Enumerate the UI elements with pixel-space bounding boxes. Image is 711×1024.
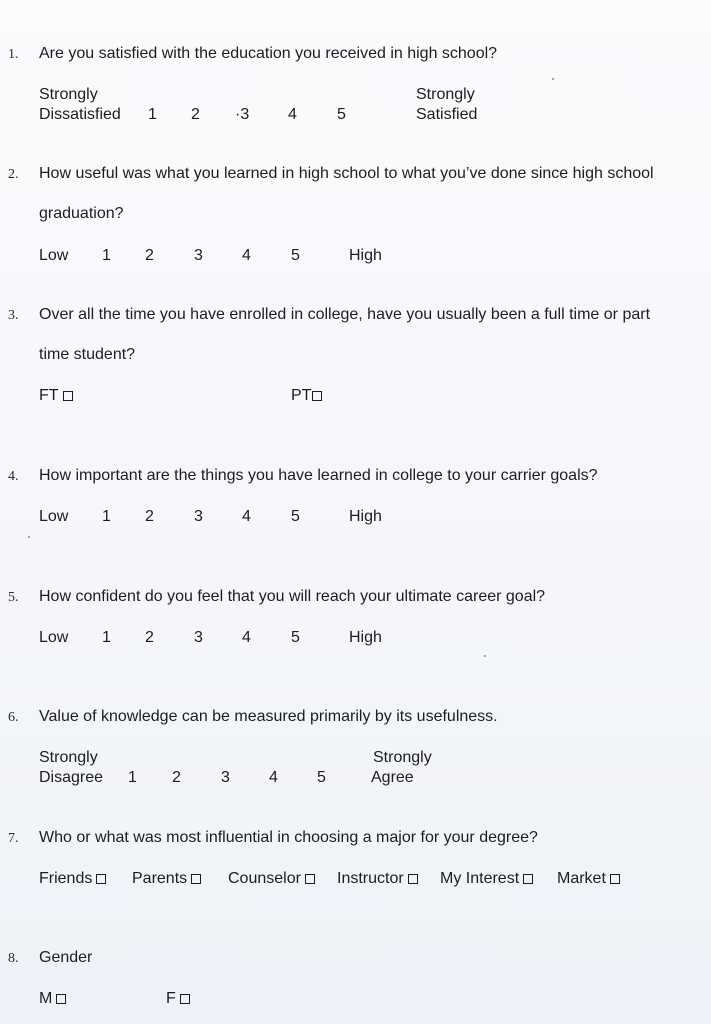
option-pt[interactable] — [291, 386, 322, 406]
option-label: Parents — [132, 870, 188, 887]
question-number: 7. — [8, 831, 19, 846]
question-text: Who or what was most influential in choosing a major for your degree? — [39, 829, 538, 846]
question-text: Are you satisfied with the education you received in high school? — [39, 45, 498, 62]
checkbox-icon[interactable] — [63, 391, 73, 401]
option-my-interest[interactable] — [440, 869, 533, 889]
question-number: 2. — [8, 167, 19, 182]
option-f[interactable] — [166, 989, 190, 1009]
checkbox-icon[interactable] — [610, 874, 620, 884]
scale-option-3[interactable]: ·3 — [235, 106, 250, 123]
scale-left-label: Low — [39, 247, 69, 264]
option-label: My Interest — [440, 870, 520, 887]
scale-option-2[interactable]: 2 — [191, 106, 200, 123]
question-text-line-1: Over all the time you have enrolled in college, have you usually been a full time or part — [39, 306, 651, 323]
scale-option-3[interactable]: 3 — [194, 629, 203, 646]
question-text-line-2: time student? — [39, 346, 136, 363]
option-counselor[interactable] — [228, 869, 315, 889]
checkbox-icon[interactable] — [312, 391, 322, 401]
scale-left-label-bottom: Dissatisfied — [39, 106, 121, 123]
scale-option-5[interactable]: 5 — [291, 247, 300, 264]
checkbox-icon[interactable] — [191, 874, 201, 884]
option-label: Instructor — [337, 870, 404, 887]
scale-option-2[interactable]: 2 — [172, 769, 181, 786]
checkbox-icon[interactable] — [56, 994, 66, 1004]
checkbox-icon[interactable] — [180, 994, 190, 1004]
option-market[interactable] — [557, 869, 620, 889]
option-m[interactable] — [39, 989, 66, 1009]
scale-option-2[interactable]: 2 — [145, 508, 154, 525]
option-label: FT — [39, 387, 59, 404]
scale-option-4[interactable]: 4 — [242, 508, 251, 525]
question-text-line-2: graduation? — [39, 205, 124, 222]
scale-option-1[interactable]: 1 — [102, 508, 111, 525]
scan-speck — [484, 655, 486, 657]
scale-right-label-top: Strongly — [373, 749, 432, 766]
scale-left-label-top: Strongly — [39, 86, 98, 103]
checkbox-icon[interactable] — [305, 874, 315, 884]
scale-option-1[interactable]: 1 — [128, 769, 137, 786]
scale-option-4[interactable]: 4 — [269, 769, 278, 786]
checkbox-icon[interactable] — [408, 874, 418, 884]
option-label: Market — [557, 870, 606, 887]
scale-right-label: High — [349, 247, 382, 264]
option-label: F — [166, 990, 176, 1007]
scale-option-1[interactable]: 1 — [102, 247, 111, 264]
scale-left-label-top: Strongly — [39, 749, 98, 766]
option-label: Friends — [39, 870, 93, 887]
scale-right-label-top: Strongly — [416, 86, 475, 103]
scale-option-2[interactable]: 2 — [145, 629, 154, 646]
scale-right-label-bottom: Agree — [371, 769, 414, 786]
question-text: Value of knowledge can be measured primarily by its usefulness. — [39, 708, 498, 725]
checkbox-icon[interactable] — [523, 874, 533, 884]
question-number: 1. — [8, 47, 19, 62]
question-number: 5. — [8, 590, 19, 605]
question-number: 3. — [8, 308, 19, 323]
scale-option-3[interactable]: 3 — [221, 769, 230, 786]
scale-option-4[interactable]: 4 — [242, 629, 251, 646]
scale-option-5[interactable]: 5 — [291, 508, 300, 525]
question-number: 4. — [8, 469, 19, 484]
question-number: 8. — [8, 951, 19, 966]
scale-option-4[interactable]: 4 — [288, 106, 297, 123]
scale-option-2[interactable]: 2 — [145, 247, 154, 264]
scan-speck — [552, 78, 554, 80]
scale-option-5[interactable]: 5 — [291, 629, 300, 646]
checkbox-icon[interactable] — [96, 874, 106, 884]
option-ft[interactable] — [39, 386, 73, 406]
option-label: PT — [291, 387, 312, 404]
scale-option-4[interactable]: 4 — [242, 247, 251, 264]
scale-right-label: High — [349, 629, 382, 646]
scan-speck — [28, 536, 30, 538]
scale-option-1[interactable]: 1 — [102, 629, 111, 646]
scale-option-3[interactable]: 3 — [194, 247, 203, 264]
option-label: Counselor — [228, 870, 301, 887]
scale-option-3[interactable]: 3 — [194, 508, 203, 525]
option-friends[interactable] — [39, 869, 106, 889]
option-label: M — [39, 990, 53, 1007]
question-text: How confident do you feel that you will reach your ultimate career goal? — [39, 588, 546, 605]
scale-left-label-bottom: Disagree — [39, 769, 104, 786]
question-text: Gender — [39, 949, 93, 966]
scale-right-label: High — [349, 508, 382, 525]
option-parents[interactable] — [132, 869, 201, 889]
question-number: 6. — [8, 710, 19, 725]
scale-option-5[interactable]: 5 — [337, 106, 346, 123]
question-text: How important are the things you have learned in college to your carrier goals? — [39, 467, 598, 484]
scale-option-1[interactable]: 1 — [148, 106, 157, 123]
scale-left-label: Low — [39, 629, 69, 646]
question-text-line-1: How useful was what you learned in high school to what you’ve done since high school — [39, 165, 654, 182]
scale-right-label-bottom: Satisfied — [416, 106, 478, 123]
scale-left-label: Low — [39, 508, 69, 525]
option-instructor[interactable] — [337, 869, 418, 889]
scale-option-5[interactable]: 5 — [317, 769, 326, 786]
